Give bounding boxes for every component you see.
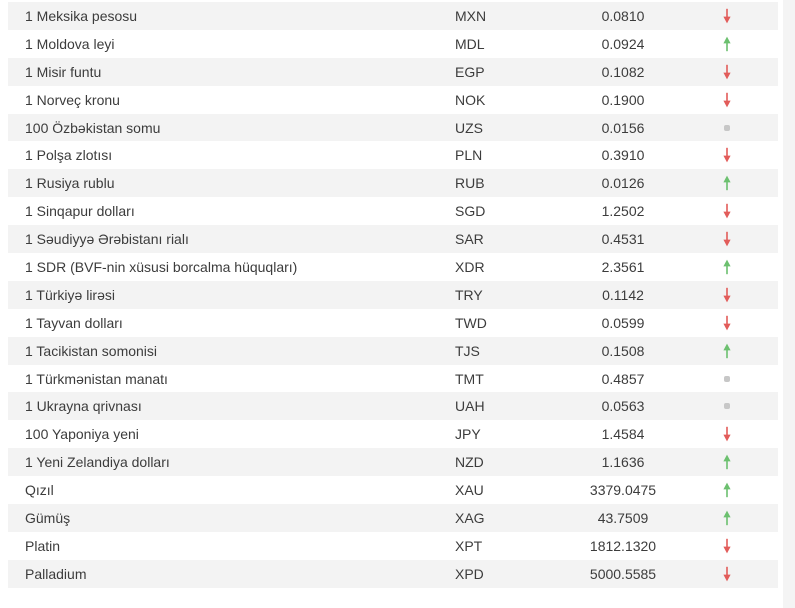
currency-name: 1 Səudiyyə Ərəbistanı rialı	[25, 231, 189, 248]
currency-rate: 0.4531	[601, 231, 645, 248]
arrow-up-icon	[721, 510, 733, 526]
currency-code: JPY	[455, 426, 481, 443]
arrow-up-icon	[721, 259, 733, 275]
currency-name: 1 Tacikistan somonisi	[25, 342, 158, 359]
currency-rate: 5000.5585	[589, 565, 657, 582]
currency-name: 1 Misir funtu	[25, 63, 102, 80]
currency-code: TRY	[455, 286, 483, 303]
currency-name: Palladium	[25, 565, 87, 582]
currency-code: UZS	[455, 119, 483, 136]
currency-code: NZD	[455, 454, 484, 471]
table-row	[8, 197, 778, 225]
arrow-down-icon	[721, 566, 733, 582]
arrow-down-icon	[721, 315, 733, 331]
currency-code: TJS	[455, 342, 480, 359]
currency-rate: 3379.0475	[589, 482, 657, 499]
arrow-down-icon	[721, 8, 733, 24]
arrow-down-icon	[721, 426, 733, 442]
arrow-up-icon	[721, 454, 733, 470]
currency-code: XPT	[455, 537, 483, 554]
currency-name: 1 Türkiyə lirəsi	[25, 286, 115, 303]
currency-rate: 2.3561	[601, 258, 645, 275]
currency-code: XPD	[455, 565, 484, 582]
table-row	[8, 225, 778, 253]
currency-code: TWD	[455, 314, 487, 331]
table-row	[8, 86, 778, 114]
currency-name: 1 Ukrayna qrivnası	[25, 398, 142, 415]
currency-rate: 1.1636	[601, 454, 645, 471]
currency-name: 1 Rusiya rublu	[25, 175, 115, 192]
arrow-down-icon	[721, 231, 733, 247]
currency-rate: 0.0563	[601, 398, 645, 415]
table-row	[8, 448, 778, 476]
currency-code: XAU	[455, 482, 484, 499]
currency-rate: 0.0810	[601, 7, 645, 24]
currency-rate: 0.1082	[601, 63, 645, 80]
table-row	[8, 58, 778, 86]
table-row	[8, 504, 778, 532]
currency-rate: 0.1508	[601, 342, 645, 359]
currency-rate: 0.1142	[602, 286, 644, 303]
exchange-rates-table	[8, 2, 778, 588]
table-row	[8, 114, 778, 142]
currency-code: RUB	[455, 175, 485, 192]
currency-code: SGD	[455, 203, 486, 220]
currency-rate: 0.4857	[601, 370, 645, 387]
currency-name: 100 Yaponiya yeni	[25, 426, 139, 443]
currency-name: 1 Polşa zlotısı	[25, 147, 113, 164]
currency-name: 1 Meksika pesosu	[25, 7, 138, 24]
currency-name: 1 Sinqapur dolları	[25, 203, 135, 220]
currency-name: 100 Özbəkistan somu	[25, 119, 161, 136]
currency-rate: 1.4584	[601, 426, 645, 443]
arrow-up-icon	[721, 343, 733, 359]
currency-code: XDR	[455, 258, 485, 275]
currency-name: 1 Türkmənistan manatı	[25, 370, 168, 387]
arrow-down-icon	[721, 147, 733, 163]
table-row	[8, 420, 778, 448]
currency-rate: 43.7509	[597, 509, 649, 526]
currency-rate: 0.0924	[601, 35, 645, 52]
currency-code: UAH	[455, 398, 485, 415]
currency-rate: 0.0126	[601, 175, 645, 192]
currency-name: Platin	[25, 537, 61, 554]
arrow-down-icon	[721, 287, 733, 303]
currency-code: EGP	[455, 63, 485, 80]
currency-code: MXN	[455, 7, 487, 24]
arrow-down-icon	[721, 64, 733, 80]
currency-code: PLN	[455, 147, 483, 164]
currency-rate: 0.0599	[601, 314, 645, 331]
arrow-down-icon	[721, 538, 733, 554]
table-row	[8, 30, 778, 58]
arrow-up-icon	[721, 36, 733, 52]
currency-code: TMT	[455, 370, 484, 387]
table-row	[8, 169, 778, 197]
currency-rate: 0.0156	[601, 119, 645, 136]
table-row	[8, 2, 778, 30]
table-row	[8, 365, 778, 393]
arrow-down-icon	[721, 92, 733, 108]
currency-code: SAR	[455, 231, 484, 248]
currency-name: 1 Yeni Zelandiya dolları	[25, 454, 170, 471]
arrow-down-icon	[721, 203, 733, 219]
arrow-up-icon	[721, 175, 733, 191]
currency-code: XAG	[455, 509, 485, 526]
currency-name: Gümüş	[25, 509, 71, 526]
currency-name: 1 SDR (BVF-nin xüsusi borcalma hüquqları)	[25, 258, 298, 275]
table-row	[8, 253, 778, 281]
currency-rate: 0.3910	[601, 147, 645, 164]
table-row	[8, 532, 778, 560]
table-row	[8, 141, 778, 169]
table-row	[8, 281, 778, 309]
table-row	[8, 560, 778, 588]
currency-rate: 0.1900	[601, 91, 645, 108]
currency-name: 1 Tayvan dolları	[25, 314, 123, 331]
no-change-dot-icon	[724, 125, 730, 131]
currency-rate: 1.2502	[601, 203, 645, 220]
table-row	[8, 476, 778, 504]
currency-rate: 1812.1320	[589, 537, 657, 554]
scrollbar-track[interactable]	[783, 0, 795, 608]
no-change-dot-icon	[724, 403, 730, 409]
arrow-up-icon	[721, 482, 733, 498]
currency-name: Qızıl	[25, 482, 54, 499]
currency-code: NOK	[455, 91, 486, 108]
table-row	[8, 309, 778, 337]
currency-code: MDL	[455, 35, 485, 52]
table-row	[8, 337, 778, 365]
currency-name: 1 Norveç kronu	[25, 91, 120, 108]
table-row	[8, 392, 778, 420]
no-change-dot-icon	[724, 376, 730, 382]
currency-name: 1 Moldova leyi	[25, 35, 115, 52]
